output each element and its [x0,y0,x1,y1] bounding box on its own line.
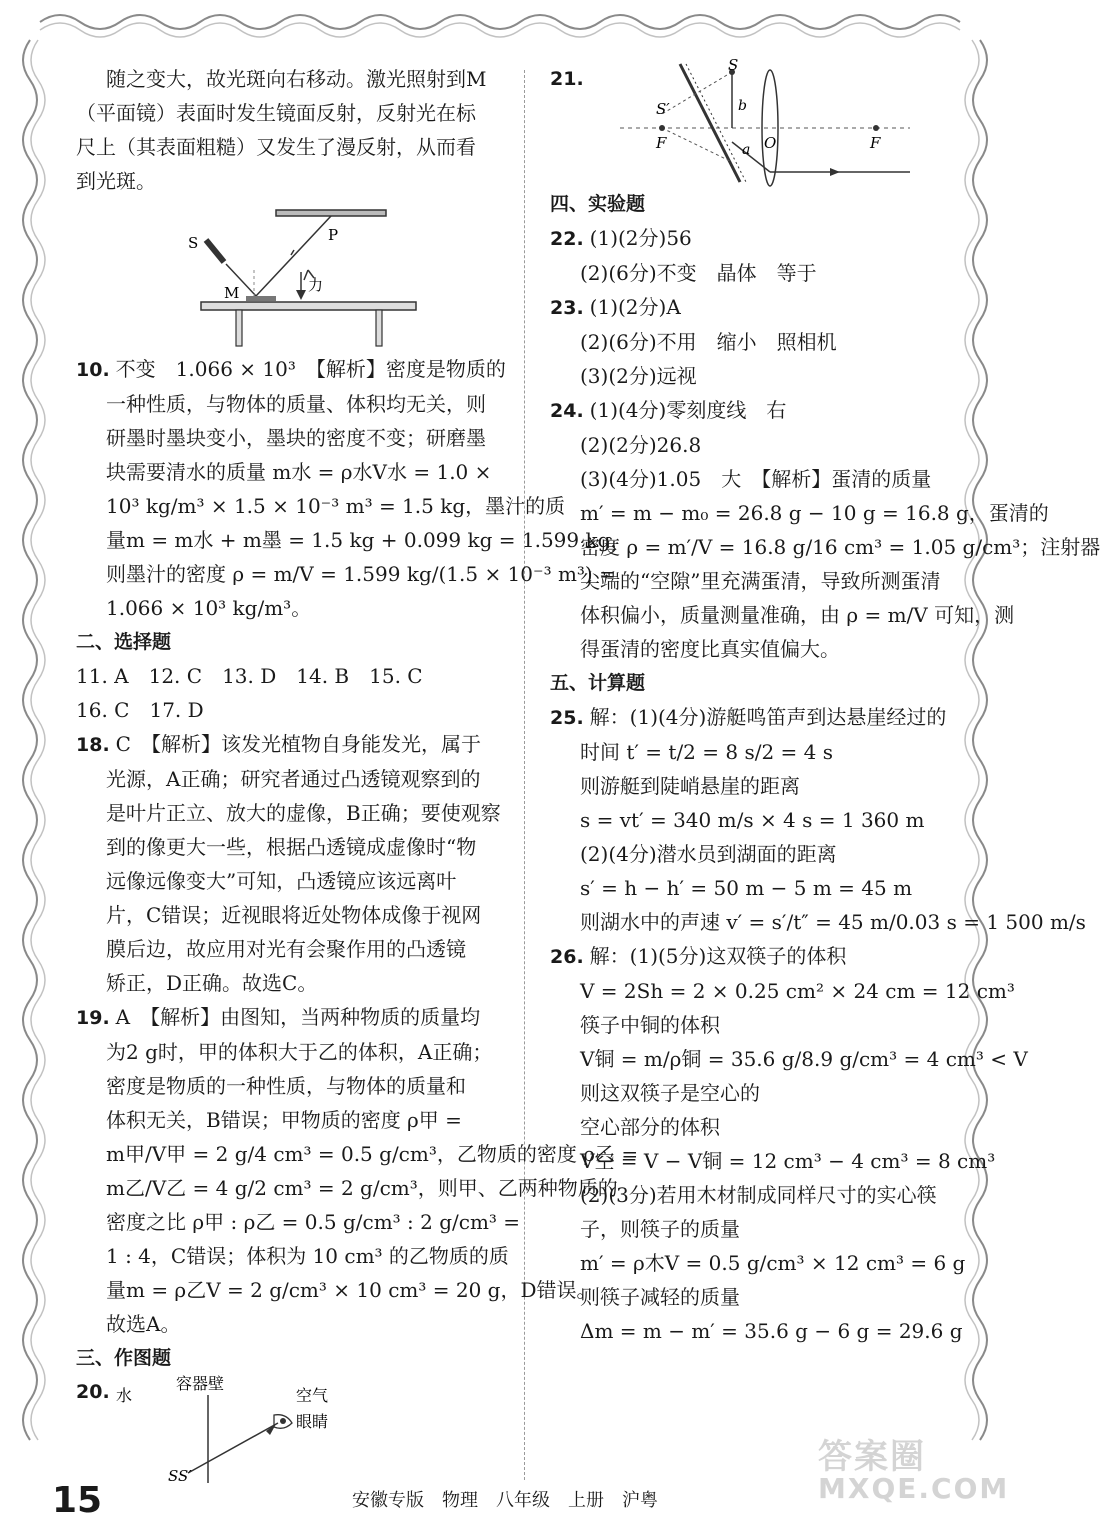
q10-line: 则墨汁的密度 ρ = m/V = 1.599 kg/(1.5 × 10⁻³ m³) = [106,562,616,586]
fig20-label-air: 空气 [295,1386,328,1405]
q10-line: 量m = m水 + m墨 = 1.5 kg + 0.099 kg = 1.599 kg， [106,528,631,552]
q25-line: 则游艇到陡峭悬崖的距离 [580,774,800,798]
section-heading-choice: 二、选择题 [76,631,172,653]
q22-line: (1)(2分)56 [589,226,692,250]
q24-line: (1)(4分)零刻度线 右 [589,398,787,422]
q26-line: m′ = ρ木V = 0.5 g/cm³ × 12 cm³ = 6 g [580,1251,966,1275]
q10-line: 一种性质，与物体的质量、体积均无关，则 [106,392,486,416]
q23-number: 23. [550,297,584,319]
site-watermark [818,1437,1010,1505]
q24-line: (2)(2分)26.8 [580,433,702,457]
q10-number: 10. [76,359,110,381]
q19-line: 量m = ρ乙V = 2 g/cm³ × 10 cm³ = 20 g，D错误。 [106,1278,597,1302]
q22-number: 22. [550,228,584,250]
q23-line: (2)(6分)不用 缩小 照相机 [580,330,837,354]
q19-line: 为2 g时，甲的体积大于乙的体积，A正确； [106,1040,493,1064]
q19-line: 1 : 4，C错误；体积为 10 cm³ 的乙物质的质 [106,1244,509,1268]
q19-line: m乙/V乙 = 4 g/2 cm³ = 2 g/cm³，则甲、乙两种物质的 [106,1176,618,1200]
q26-line: 空心部分的体积 [580,1115,720,1139]
lens-mirror-diagram [590,56,920,187]
watermark-url: MXQE.COM [818,1472,1010,1505]
q18-line: 片，C错误；近视眼将近处物体成像于视网 [106,903,482,927]
section-heading-calculation: 五、计算题 [550,672,646,694]
q18-line: 膜后边，故应用对光有会聚作用的凸透镜 [106,937,466,961]
q10-line: 块需要清水的质量 m水 = ρ水V水 = 1.0 × [106,460,492,484]
q10-line: 不变 1.066 × 10³ 【解析】密度是物质的 [115,357,506,381]
fig20-label-eye: 眼睛 [295,1412,328,1431]
q26-line: 则筷子减轻的质量 [580,1285,740,1309]
fig20-label-ss: SS′ [167,1467,192,1485]
q10-line: 1.066 × 10³ kg/m³。 [106,596,312,620]
column-divider [524,70,525,1480]
q18-line: 到的像更大一些，根据凸透镜成虚像时“物 [106,835,477,859]
q10-line: 10³ kg/m³ × 1.5 × 10⁻³ m³ = 1.5 kg，墨汁的质 [106,494,566,518]
q18-line: C 【解析】该发光植物自身能发光，属于 [115,732,481,756]
q19-line: A 【解析】由图知，当两种物质的质量均 [115,1005,481,1029]
mc-answers-row: 16. C 17. D [76,698,204,722]
q26-line: (2)(3分)若用木材制成同样尺寸的实心筷 [580,1183,937,1207]
q18-line: 矫正，D正确。故选C。 [106,971,318,995]
q9-line: 到光斑。 [76,169,156,193]
q25-line: s = vt′ = 340 m/s × 4 s = 1 360 m [580,808,925,832]
q19-line: 体积无关，B错误；甲物质的密度 ρ甲 = [106,1108,462,1132]
section-heading-experiment: 四、实验题 [550,193,646,215]
q26-number: 26. [550,946,584,968]
q24-line: 密度 ρ = m′/V = 16.8 g/16 cm³ = 1.05 g/cm³；注射器 [580,535,1100,559]
footer-book-info: 安徽专版 物理 八年级 上册 沪粤 [352,1490,658,1511]
q19-number: 19. [76,1007,110,1029]
q19-line: 密度之比 ρ甲 : ρ乙 = 0.5 g/cm³ : 2 g/cm³ = [106,1210,521,1234]
fig9-label-m: M [224,284,240,302]
laser-mirror-diagram [76,200,506,350]
mc-answers-row: 11. A 12. C 13. D 14. B 15. C [76,664,423,688]
q21-number: 21. [550,68,584,90]
q25-number: 25. [550,707,584,729]
q18-line: 光源，A正确；研究者通过凸透镜观察到的 [106,767,481,791]
fig20-label-water: 水 [115,1386,132,1405]
q9-line: 尺上（其表面粗糙）又发生了漫反射，从而看 [76,135,476,159]
q24-line: (3)(4分)1.05 大 【解析】蛋清的质量 [580,467,932,491]
q19-line: m甲/V甲 = 2 g/4 cm³ = 0.5 g/cm³，乙物质的密度 ρ乙 = [106,1142,639,1166]
q25-line: 时间 t′ = t/2 = 8 s/2 = 4 s [580,740,834,764]
q23-line: (3)(2分)远视 [580,364,697,388]
fig21-label-o: O [763,134,776,152]
q26-line: 筷子中铜的体积 [580,1013,720,1037]
fig20-label-wall: 容器壁 [175,1374,224,1393]
fig21-label-a: a [741,142,751,158]
q23-line: (1)(2分)A [589,295,681,319]
q19-line: 密度是物质的一种性质，与物体的质量和 [106,1074,466,1098]
q25-line: s′ = h − h′ = 50 m − 5 m = 45 m [580,876,913,900]
q25-line: 则湖水中的声速 v′ = s′/t″ = 45 m/0.03 s = 1 500 m/s [580,910,1086,934]
fig21-label-f-right: F [869,134,881,152]
q26-line: V铜 = m/ρ铜 = 35.6 g/8.9 g/cm³ = 4 cm³ < V [580,1047,1028,1071]
q20-number: 20. [76,1381,110,1403]
q22-line: (2)(6分)不变 晶体 等于 [580,261,817,285]
fig21-label-f-left: F [655,134,667,152]
q26-line: V空 = V − V铜 = 12 cm³ − 4 cm³ = 8 cm³ [580,1149,996,1173]
q18-line: 是叶片正立、放大的虚像，B正确；要使观察 [106,801,501,825]
q24-line: 尖端的“空隙”里充满蛋清，导致所测蛋清 [580,569,941,593]
fig21-label-b: b [737,98,747,114]
q26-line: 则这双筷子是空心的 [580,1081,760,1105]
q10-line: 研墨时墨块变小，墨块的密度不变；研磨墨 [106,426,486,450]
q24-line: 得蛋清的密度比真实值偏大。 [580,637,840,661]
q24-number: 24. [550,400,584,422]
q25-line: 解：(1)(4分)游艇鸣笛声到达悬崖经过的 [589,705,947,729]
fig9-label-force: 力 [308,276,324,294]
q26-line: 子，则筷子的质量 [580,1217,740,1241]
refraction-diagram [116,1375,416,1485]
page-number: 15 [52,1480,103,1521]
q18-number: 18. [76,734,110,756]
fig9-label-p: P [328,226,339,244]
q25-line: (2)(4分)潜水员到湖面的距离 [580,842,837,866]
q19-line: 故选A。 [106,1312,181,1336]
q26-line: V = 2Sh = 2 × 0.25 cm² × 24 cm = 12 cm³ [580,979,1015,1003]
q24-line: m′ = m − m₀ = 26.8 g − 10 g = 16.8 g，蛋清的 [580,501,1049,525]
watermark-logo-text: 答案圈 [818,1437,926,1477]
fig21-label-s-prime: S′ [655,100,670,118]
q26-line: 解：(1)(5分)这双筷子的体积 [589,944,847,968]
q9-line: （平面镜）表面时发生镜面反射，反射光在标 [76,101,476,125]
q18-line: 远像远像变大”可知，凸透镜应该远离叶 [106,869,457,893]
q9-line: 随之变大，故光斑向右移动。激光照射到M [106,67,487,91]
fig21-label-s: S [727,56,738,74]
fig9-label-s: S [188,234,199,252]
section-heading-drawing: 三、作图题 [76,1347,172,1369]
right-column [550,56,1100,1348]
q24-line: 体积偏小，质量测量准确，由 ρ = m/V 可知，测 [580,603,1015,627]
q26-line: Δm = m − m′ = 35.6 g − 6 g = 29.6 g [580,1319,963,1343]
